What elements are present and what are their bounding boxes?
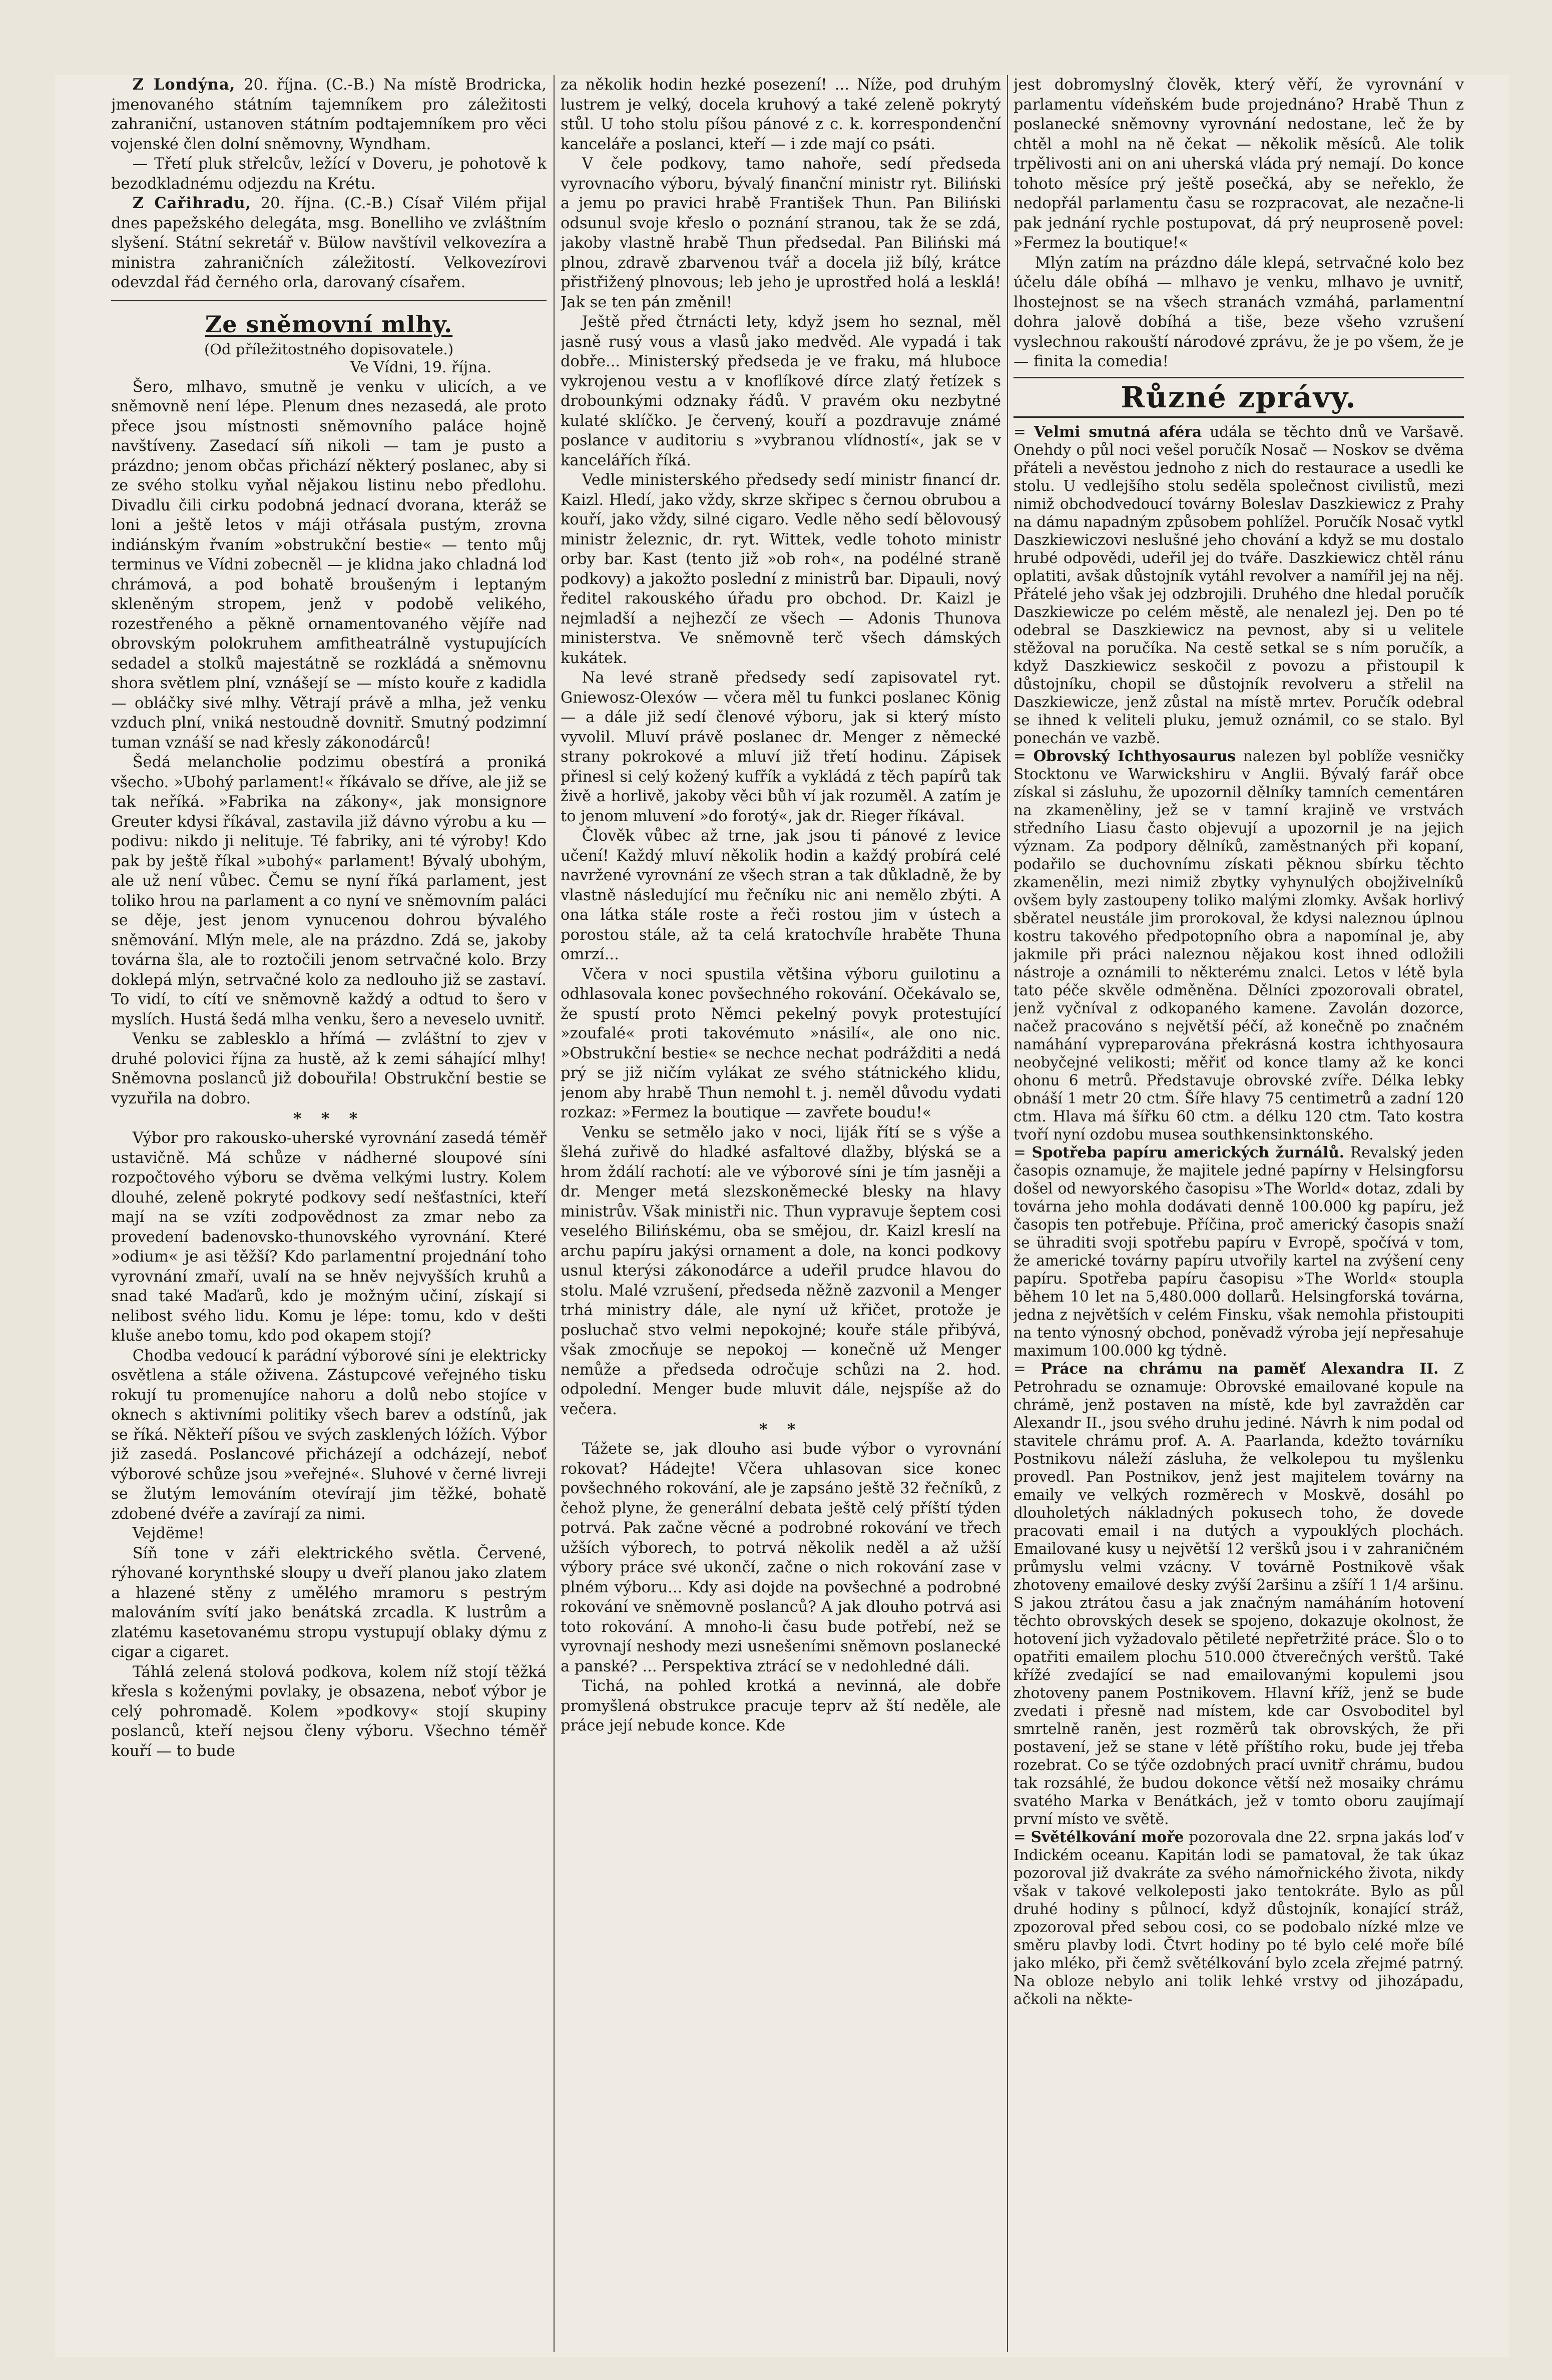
news-item: = Práce na chrámu na paměť Alexandra II. Z Petrohradu se oznamuje: Obrovské emailované kopule na chrámě, jenž postaven na místě, kde byl zavražděn car Alexandr II., jsou svého druhu jediné. Návrh k nim podal od stavitele chrámu prof. A. A. Paarlanda, kdežto továrníku Postnikovu náleží zásluha, že velkolepou tu myšlenku provedl. Pan Postnikov, jenž jest majitelem továrny na emaily ve velkých rozměrech v Moskvě, dosáhl po dlouholetých nákladných pokusech toho, že dovede pracovati email i na dutých a vypouklých plochách. Emailované kusy u největší 12 veršků jsou i v zahraničném průmyslu velmi vzácny. V továrně Postnikově však zhotoveny emailové desky zvýší 2aršinu a zšíří 1 1/4 aršinu. S jakou ztrátou času a jak značným namáháním hotovení těchto obrovských desek se spojeno, dokazuje okolnost, že hotovení jich vyžadovalo pětileté nepřetržité práce. Šlo o to opatřiti emailem plochu 510.000 čtverečných verštů. Také křížé zvedající se nad emailovanými kopulemi jsou zhotoveny panem Postnikovem. Hlavní kříž, jenž se bude zvedati i přesně nad místem, kde car Osvoboditel byl smrtelně raněn, jest rozměrů tak obrovských, že při postavení, jež se stane v létě příštího roku, bude jej třeba rozebrat. Co se týče ozdobných prací uvnitř chrámu, budou tak rozsáhlé, že budou dokonce větší než mosaiky chrámu svatého Marka v Benátkách, jež v tomto oboru zaujímají první místo ve světě. [1013, 1359, 1464, 1828]
paragraph: Výbor pro rakousko-uherské vyrovnání zasedá téměř ustavičně. Má schůze v nádherné sloupové síni rozpočtového výboru se dvěma velkými lustry. Kolem dlouhé, zeleně pokryté podkovy sedí nešťastníci, kteří mají na se vzíti zodpovědnost za zmar nebo za provedení badenovsko-thunovského vyrovnání. Které »odium« je asi těžší? Kdo parlamentní projednání toho vyrovnání zmaří, uvalí na se hněv nejvyšších kruhů a snad také Maďarů, kdo je možným učiní, získají si nelibost svého lidu. Komu je lépe: tomu, kdo v dešti kluše anebo tomu, kdo pod okapem stojí? [111, 1129, 547, 1345]
news-title: Spotřeba papíru amerických žurnálů. [1031, 1143, 1345, 1161]
paragraph: Tichá, na pohled krotká a nevinná, ale dobře promyšlená obstrukce pracuje teprv až ští neděle, ale práce její nebude konce. Kde [561, 1677, 1001, 1734]
section-banner: Různé zprávy. [1013, 377, 1464, 418]
column-2 [561, 75, 1001, 2352]
news-item: = Světélkování moře pozorovala dne 22. srpna jakás loď v Indickém oceanu. Kapitán lodi se pamatoval, že tak úkaz pozoroval již dvakráte za svého námořnického života, nikdy však v takové velkoleposti jako tentokráte. Bylo as půl druhé hodiny s půlnocí, když důstojník, konající stráž, zpozoroval před sebou cosi, co se podobalo nízké mlze ve směru plavby lodi. Čtvrt hodiny po té bylo celé moře bílé jako mléko, při čemž světélkování bylo zcela zřejmé patrný. Na obloze nebylo ani tolik lehké vrstvy od jihozápadu, ačkoli na někte- [1013, 1828, 1464, 2008]
paragraph: Táhlá zelená stolová podkova, kolem níž stojí těžká křesla s koženými povlaky, je obsazena, neboť výbor je celý pohromadě. Kolem »podkovy« stojí skupiny poslanců, kteří nejsou členy výboru. Všechno téměř kouří — to bude [111, 1663, 547, 1760]
news-text: pozorovala dne 22. srpna jakás loď v Indickém oceanu. Kapitán lodi se pamatoval, že tak úkaz pozoroval již dvakráte za svého námořnického života, nikdy však v takové velkoleposti jako tentokráte. Bylo as půl druhé hodiny s půlnocí, když důstojník, konající stráž, zpozoroval před sebou cosi, co se podobalo nízké mlze ve směru plavby lodi. Čtvrt hodiny po té bylo celé moře bílé jako mléko, při čemž světélkování bylo zcela zřejmé patrný. Na obloze nebylo ani tolik lehké vrstvy od jihozápadu, ačkoli na někte- [1013, 1828, 1464, 2008]
section-break-stars: * * [759, 1420, 803, 1439]
section-break-stars: * * * [293, 1109, 365, 1128]
paragraph: Šedá melancholie podzimu obestírá a proniká všecho. »Ubohý parlament!« říkávalo se dříve, ale již se tak neříká. »Fabrika na zákony«, jak monsignore Greuter kdysi říkával, zastavila již dávno výrobu a ku — podivu: nikdo ji nelituje. Té fabriky, ani té výroby! Kdo pak by ještě říkal »ubohý« parlament! Bývalý ubohým, ale už není vůbec. Čemu se nyní říká parlament, jest toliko hrou na parlament a co nyní ve sněmovním paláci se děje, jest jenom vynucenou dohrou bývalého sněmování. Mlýn mele, ale na prázdno. Zdá se, jakoby továrna šla, ale to roztočili jenom setrvačné kolo. Brzy doklepá mlýn, setrvačné kolo za nedlouho již se zastaví. To vidí, to cítí ve sněmovně každý a odtud to šero v myslích. Hustá šedá mlha venku, šero a neveselo uvnitř. [111, 754, 547, 1028]
paragraph: Včera v noci spustila většina výboru guilotinu a odhlasovala konec povšechného rokování. Očekávalo se, že spustí proto Němci pekelný povyk protestující »zoufalé« proti takovémuto »násilí«, ale ono nic. »Obstrukční bestie« se nechce nechat podrážditi a nedá prý se již ničím vylákat ze svého státnického klidu, jenom aby hrabě Thun nemohl t. j. neměl důvodu vydati rozkaz: »Fermez la boutique — zavřete boudu!« [561, 965, 1001, 1121]
column-rule [554, 75, 555, 2352]
column-1 [111, 75, 547, 2352]
paragraph: Vedle ministerského předsedy sedí ministr financí dr. Kaizl. Hledí, jako vždy, skrze skřipec s černou obrubou a kouří, jako vždy, silné cigaro. Vedle něho sedí bělovousý ministr železnic, dr. ryt. Wittek, vedle tohoto ministr orby bar. Kast (tento již »ob roh«, na podélné straně podkovy) a jakožto poslední z ministrů bar. Dipauli, nový ředitel rakouského úřadu pro obchod. Dr. Kaizl je nejmladší a nejhezčí ze všech — Adonis Thunova ministerstva. Ve sněmovně terč všech dámských kukátek. [561, 471, 1001, 667]
section-subtitle: (Od příležitostného dopisovatele.) [204, 340, 454, 358]
news-carihrad [111, 194, 547, 293]
londyn-lead: Z Londýna, [132, 76, 236, 94]
carihrad-text: 20. října. (C.-B.) Císař Vilém přijal dnes papežského delegáta, msg. Bonelliho ve zvláštním slyšení. Státní sekretář v. Bülow navštívil velkovezíra a ministra zahraničních záležitostí. Velkovezírovi odevzdal řád černého orla, darovaný císařem. [111, 195, 547, 291]
paragraph: Venku se zablesklo a hřímá — zvláštní to zjev v druhé polovici října za hustě, až k zemi sáhající mlhy! Sněmovna poslanců již dobouřila! Obstrukční bestie se vyzuřila na dobro. [111, 1030, 547, 1107]
paragraph: Na levé straně předsedy sedí zapisovatel ryt. Gniewosz-Olexów — včera měl tu funkci poslanec König — a dále již sedí členové výboru, jak si který místo vyvolil. Mluví právě poslanec dr. Menger z německé strany pokrokové a mluví již třetí hodinu. Zápisek přinesl si celý kožený kufřík a vykládá z těch papírů tak živě a horlivě, jakoby věci bůh ví jak rozuměl. A zatím je to jenom mluvení »do forotý«, jak dr. Rieger říkával. [561, 669, 1001, 825]
paragraph: jest dobromyslný člověk, který věří, že vyrovnání v parlamentu vídeňském bude projednáno? Hrabě Thun z poslanecké sněmovny vyrovnání nedostane, leč že by chtěl a mohl na ně čekat — několik měsíců. Ale tolik trpělivosti ani on ani uherská vláda prý nemají. Do konce tohoto měsíce prý ještě posečká, aby se neřeklo, že nedopřál parlamentu času se rozpracovat, ale nezačne-li pak jednání rychle postupovat, dá prý neuproseně povel: »Fermez la boutique!« [1013, 76, 1464, 252]
news-text: nalezen byl poblíže vesničky Stocktonu ve Warwickshiru v Anglii. Bývalý farář obce získal si zásluhu, že upozornil dělníky tamních cementáren na zkameněliny, jež se v tamní krajině ve vrstvách středního Liasu často objevují a upozornil je na jejich význam. Za podpory dělníků, zaměstnaných při kopaní, podařilo se duchovnímu získati pěknou sbírku těchto zkamenělin, mezi nimiž zbytky vyhynulých obojživelníků ovšem byly zastoupeny toliko malými zlomky. Avšak horlivý sběratel neustále jim prorokoval, že kdysi naleznou úplnou kostru takového předpotopního obra a napomínal je, aby jakmile při práci naleznou nějakou kost ihned odložili nástroje a oznámili to některému znalci. Letos v létě byla tato péče skvěle odměněna. Dělníci zpozorovali obratel, jenž vyčníval z odkopaného kamene. Zavolán dozorce, načež pracováno s největší péčí, až konečně po značném namáhání vypreparována překrásná kostra ichthyosaura neobyčejné velikosti; měřiť od konce tlamy až ke konci ohonu 6 metrů. Představuje obrovské zvíře. Délka lebky obnáší 1 metr 20 ctm. Šíře hlavy 75 centimetrů a zadní 120 ctm. Hlava má šířku 60 ctm. a délku 120 ctm. Tato kostra tvoří nyní ozdobu musea southkensinktonského. [1013, 747, 1464, 1143]
news-londyn-2: — Třetí pluk střelcův, ležící v Doveru, je pohotově k bezodkladnému odjezdu na Krétu. [111, 155, 547, 193]
paragraph: Tážete se, jak dlouho asi bude výbor o vyrovnání rokovat? Hádejte! Včera uhlasovan sice konec povšechného rokování, ale je zapsáno ještě 32 řečníků, z čehož plyne, že generální debata ještě celý příští týden potrvá. Pak začne věcné a podrobné rokování ve třech užších výborech, to potrvá několik neděl a až užší výbory práce své ukončí, začne o nich rokování zase v plném výboru... Kdy asi dojde na povšechné a podrobné rokování ve sněmovně poslanců? A jak dlouho potrvá asi toto rokování. A mnoho-li času bude potřebí, než se vyrovnají neshody mezi usnešeními sněmovn poslanecké a panské? ... Perspektiva ztrácí se v nedohledné dáli. [561, 1440, 1001, 1675]
paragraph: Mlýn zatím na prázdno dále klepá, setrvačné kolo bez účelu dále obíhá — mlhavo je venku, mlhavo je uvnitř, lhostejnost se na všech stranách vzmáhá, parlamentní dohra jalově dobíhá a tiše, beze všeho vzrušení vyslechnou rakouští národové zprávu, že je po všem, že je — finita la comedia! [1013, 254, 1464, 370]
paragraph: Chodba vedoucí k parádní výborové síni je elektricky osvětlena a stále oživena. Zástupcové veřejného tisku rokují tu promenujíce nahoru a dolů nebo stojíce v oknech s aktivními politiky všech barev a odstínů, jak se říká. Někteří píšou ve svých zasklených lóžích. Výbor již zasedá. Poslancové přicházejí a odcházejí, neboť výborové schůze jsou »veřejné«. Sluhové v černé livreji se žlutým lemováním otevírají jim těžké, bohatě zdobené dvéře a zavírají za nimi. [111, 1347, 547, 1523]
paragraph: V čele podkovy, tamo nahoře, sedí předseda vyrovnacího výboru, bývalý finanční ministr ryt. Biliński a jemu po pravici hrabě František Thun. Pan Biliński odsunul svoje křeslo o poznání stranou, tak že se zdá, jakoby vlastně hrabě Thun předsedal. Pan Biliński má plnou, zdravě zbarvenou tvář a docela již bílý, krátce přistřižený plnovous; leb jeho je uprostřed holá a lesklá! Jak se ten pán změnil! [561, 155, 1001, 311]
dateline: Ve Vídni, 19. října. [350, 358, 491, 376]
news-title: Světélkování moře [1030, 1828, 1184, 1846]
column-rule [1007, 75, 1008, 2352]
paragraph: za několik hodin hezké posezení! ... Níže, pod druhým lustrem je velký, docela kruhový a také zeleně pokrytý stůl. U toho stolu píšou pánové z c. k. korrespondenční kanceláře a poslanci, kteří — i zde mají co psáti. [561, 76, 1001, 153]
londyn-text: 20. října. (C.-B.) Na místě Brodricka, jmenovaného státním tajemníkem pro záležitosti zahraniční, ustanoven státním podtajemníkem pro věci vojenské člen dolní sněmovny, Wyndham. [111, 76, 547, 153]
paragraph: Člověk vůbec až trne, jak jsou ti pánové z levice učení! Každý mluví několik hodin a každý probírá celé navržené vyrovnání ze všech stran a tak důkladně, že by vlastně následující mu řečníku nic ani nemělo zbýti. A ona látka stále roste a řeči rostou jim v ústech a porostou stále, až ta celá kratochvíle hraběte Thuna omrzí... [561, 827, 1001, 963]
section-title: Ze sněmovní mlhy. [205, 310, 453, 338]
column-3 [1013, 75, 1464, 2352]
carihrad-lead: Z Cařihradu, [132, 194, 252, 212]
news-londyn [111, 75, 547, 154]
news-item: = Spotřeba papíru amerických žurnálů. Revalský jeden časopis oznamuje, že majitele jedné papírny v Helsingforsu došel od newyorského časopisu »The World« dotaz, zdali by továrna jeho mohla dodávati denně 100.000 kg papíru, jež časopis ten potřebuje. Příčina, proč americký časopis snaží se ühraditi svoji spotřebu papíru v Evropě, spočívá v tom, že americké továrny papíru utvořily kartel na zvýšení ceny papíru. Spotřeba papíru časopisu »The World« stoupla během 10 let na 5,480.000 dollarů. Helsingforská továrna, jedna z největších v celém Finsku, však nemohla přistoupiti na tento výnosný obchod, poněvadž výroba její nepřesahuje maximum 100.000 kg týdně. [1013, 1143, 1464, 1359]
news-item: = Obrovský Ichthyosaurus nalezen byl poblíže vesničky Stocktonu ve Warwickshiru v Anglii. Bývalý farář obce získal si zásluhu, že upozornil dělníky tamních cementáren na zkameněliny, jež se v tamní krajině ve vrstvách středního Liasu často objevují a upozornil je na jejich význam. Za podpory dělníků, zaměstnaných při kopaní, podařilo se duchovnímu získati pěknou sbírku těchto zkamenělin, mezi nimiž zbytky vyhynulých obojživelníků ovšem byly zastoupeny toliko malými zlomky. Avšak horlivý sběratel neustále jim prorokoval, že kdysi naleznou úplnou kostru takového předpotopního obra a napomínal je, aby jakmile při práci naleznou nějakou kost ihned odložili nástroje a oznámili to některému znalci. Letos v létě byla tato péče skvěle odměněna. Dělníci zpozorovali obratel, jenž vyčníval z odkopaného kamene. Zavolán dozorce, načež pracováno s největší péčí, až konečně po značném namáhání vypreparována překrásná kostra ichthyosaura neobyčejné velikosti; měřiť od konce tlamy až ke konci ohonu 6 metrů. Představuje obrovské zvíře. Délka lebky obnáší 1 metr 20 ctm. Šíře hlavy 75 centimetrů a zadní 120 ctm. Hlava má šířku 60 ctm. a délku 120 ctm. Tato kostra tvoří nyní ozdobu musea southkensinktonského. [1013, 747, 1464, 1143]
news-title: Obrovský Ichthyosaurus [1033, 747, 1236, 765]
news-text: Z Petrohradu se oznamuje: Obrovské emailované kopule na chrámě, jenž postaven na místě, kde byl zavražděn car Alexandr II., jsou svého druhu jediné. Návrh k nim podal od stavitele chrámu prof. A. A. Paarlanda, kdežto továrníku Postnikovu náleží zásluha, že velkolepou tu myšlenku provedl. Pan Postnikov, jenž jest majitelem továrny na emaily ve velkých rozměrech v Moskvě, dosáhl po dlouholetých nákladných pokusech toho, že dovede pracovati email i na dutých a vypouklých plochách. Emailované kusy u největší 12 veršků jsou i v zahraničném průmyslu velmi vzácny. V továrně Postnikově však zhotoveny emailové desky zvýší 2aršinu a zšíří 1 1/4 aršinu. S jakou ztrátou času a jak značným namáháním hotovení těchto obrovských desek se spojeno, dokazuje okolnost, že hotovení jich vyžadovalo pětileté nepřetržité práce. Šlo o to opatřiti emailem plochu 510.000 čtverečných verštů. Také křížé zvedající se nad emailovanými kopulemi jsou zhotoveny panem Postnikovem. Hlavní kříž, jenž se bude zvedati i přesně nad místem, kde car Osvoboditel byl smrtelně raněn, jest rozměrů tak obrovských, že při postavení, jež se stane v létě příštího roku, bude jej třeba rozebrat. Co se týče ozdobných prací uvnitř chrámu, budou tak rozsáhlé, že budou dokonce větší než mosaiky chrámu svatého Marka v Benátkách, jež v tomto oboru zaujímají první místo ve světě. [1013, 1360, 1464, 1828]
paragraph: Ještě před čtrnácti lety, když jsem ho seznal, měl jasně rusý vous a vlasů jako medvěd. Ale vypadá i tak dobře... Ministerský předseda je ve fraku, má hluboce vykrojenou vestu a v knoflíkové dírce zlatý řetízek s drobounkými odznaky řádů. V pravém oku nezbytné kulaté sklíčko. Je červený, kouří a pozdravuje známé poslance v auditoriu s »vybranou vlídností«, jak se v kancelářích říká. [561, 313, 1001, 469]
news-title: Práce na chrámu na paměť Alexandra II. [1041, 1359, 1439, 1377]
news-text: udála se těchto dnů ve Varšavě. Onehdy o půl noci vešel poručík Nosač — Noskov se dvěma přáteli a nevěstou jednoho z nich do restaurace a usedli ke stolu. U vedlejšího stolu seděla společnost civilistů, mezi nimiž obchodvedoucí továrny Boleslav Daszkiewicz z Prahy na dámu napadným způsobem pohlížel. Poručík Nosač vytkl Daszkiewiczovi neslušné jeho chování a když se mu dostalo hrubé odpovědi, udeřil jej do tváře. Daszkiewicz chtěl ránu oplatiti, avšak důstojník vytáhl revolver a namířil jej na něj. Přátelé jeho však jej odzbrojili. Druhého dne hledal poručík Daszkiewicze po celém městě, ale nenalezl jej. Den po té odebral se Daszkiewicz na pevnost, aby si u velitele stěžoval na poručíka. Na cestě setkal se s ním poručík, a když Daszkiewicz seskočil z povozu a přistoupil k důstojníku, chopil se důstojník revolveru a střelil na Daszkiewicze, jenž zůstal na místě mrtev. Poručík odebral se ihned k veliteli pluku, jemuž oznámil, co se stalo. Byl ponechán ve vazbě. [1013, 423, 1464, 747]
news-list [1013, 423, 1464, 2008]
news-text: Revalský jeden časopis oznamuje, že majitele jedné papírny v Helsingforsu došel od newyorského časopisu »The World« dotaz, zdali by továrna jeho mohla dodávati denně 100.000 kg papíru, jež časopis ten potřebuje. Příčina, proč americký časopis snaží se ühraditi svoji spotřebu papíru v Evropě, spočívá v tom, že americké továrny papíru utvořily kartel na zvýšení ceny papíru. Spotřeba papíru časopisu »The World« stoupla během 10 let na 5,480.000 dollarů. Helsingforská továrna, jedna z největších v celém Finsku, však nemohla přistoupiti na tento výnosný obchod, poněvadž výroba její nepřesahuje maximum 100.000 kg týdně. [1013, 1143, 1464, 1359]
divider [111, 300, 547, 301]
news-item: = Velmi smutná aféra udála se těchto dnů ve Varšavě. Onehdy o půl noci vešel poručík Nosač — Noskov se dvěma přáteli a nevěstou jednoho z nich do restaurace a usedli ke stolu. U vedlejšího stolu seděla společnost civilistů, mezi nimiž obchodvedoucí továrny Boleslav Daszkiewicz z Prahy na dámu napadným způsobem pohlížel. Poručík Nosač vytkl Daszkiewiczovi neslušné jeho chování a když se mu dostalo hrubé odpovědi, udeřil jej do tváře. Daszkiewicz chtěl ránu oplatiti, avšak důstojník vytáhl revolver a namířil jej na něj. Přátelé jeho však jej odzbrojili. Druhého dne hledal poručík Daszkiewicze po celém městě, ale nenalezl jej. Den po té odebral se Daszkiewicz na pevnost, aby si u velitele stěžoval na poručíka. Na cestě setkal se s ním poručík, a když Daszkiewicz seskočil z povozu a přistoupil k důstojníku, chopil se důstojník revolveru a střelil na Daszkiewicze, jenž zůstal na místě mrtev. Poručík odebral se ihned k veliteli pluku, jemuž oznámil, co se stalo. Byl ponechán ve vazbě. [1013, 422, 1464, 747]
paragraph: Vejdëme! [132, 1525, 205, 1542]
news-title: Velmi smutná aféra [1033, 422, 1202, 440]
paragraph: Šero, mlhavo, smutně je venku v ulicích, a ve sněmovně není lépe. Plenum dnes nezasedá, ale proto přece jsou místnosti sněmovního paláce hojně navštíveny. Zasedací síň nikoli — tam je pusto a prázdno; jenom občas přichází některý poslanec, aby si ze svého stolku vyňal nějakou listinu nebo předlohu. Divadlu čili cirku podobná jednací dvorana, kteráž se loni a ještě letos v máji otřásala pustým, zrovna indiánským řvaním »obstrukční bestie« — tento můj terminus ve Vídni zobecněl — je klidna jako chladná loď chrámová, a pod bohatě broušeným i leptaným skleněným stropem, jenž v podobě velikého, rozestřeného a pěkně ornamentovaného vějíře nad obrovským polokruhem amfitheatrálně vystupujících sedadel a stolků majestátně se rozkládá a sněmovnu shora světlem plní, vznášejí se — místo kouře z kadidla — obláčky sivé mlhy. Větrají právě a mlha, jež venku vzduch plní, vniká nestoudně dovnitř. Smutný podzimní tuman vznáší se nad křesly zákonodárců! [111, 378, 547, 752]
paragraph: Síň tone v záři elektrického světla. Červené, rýhované korynthské sloupy u dveří planou jako zlatem a hlazené stěny z umělého mramoru s pestrým malováním svítí jako benátská zrcadla. K lustrům a zlatému kasetovanému stropu vystupují oblaky dýmu z cigar a cigaret. [111, 1544, 547, 1661]
paragraph: Venku se setmělo jako v noci, liják řítí se s výše a šlehá zuřivě do hladké asfaltové dlažby, blýská se a hrom ždálí rachotí: ale ve výborové síni je tím jasněji a dr. Menger metá slezskoněmecké blesky na hlavy ministrův. Však ministři nic. Thun vypravuje šeptem cosi veselého Bilińskému, oba se smějou, dr. Kaizl kreslí na archu papíru jakýsi ornament a dole, na konci podkovy usnul kterýsi zákonodárce a udeřil prudce hlavou do stolu. Malé vzrušení, předseda něžně zazvonil a Menger trhá ministry dále, ale nyní už křičet, protože je posluchač stvo velmi nepokojné; kouře stále přibývá, však zmocňuje se nepokoj — konečně už Menger nemůže a předseda odročuje schůzi na 2. hod. odpolední. Menger bude mluvit dále, nejspíše až do večera. [561, 1123, 1001, 1418]
